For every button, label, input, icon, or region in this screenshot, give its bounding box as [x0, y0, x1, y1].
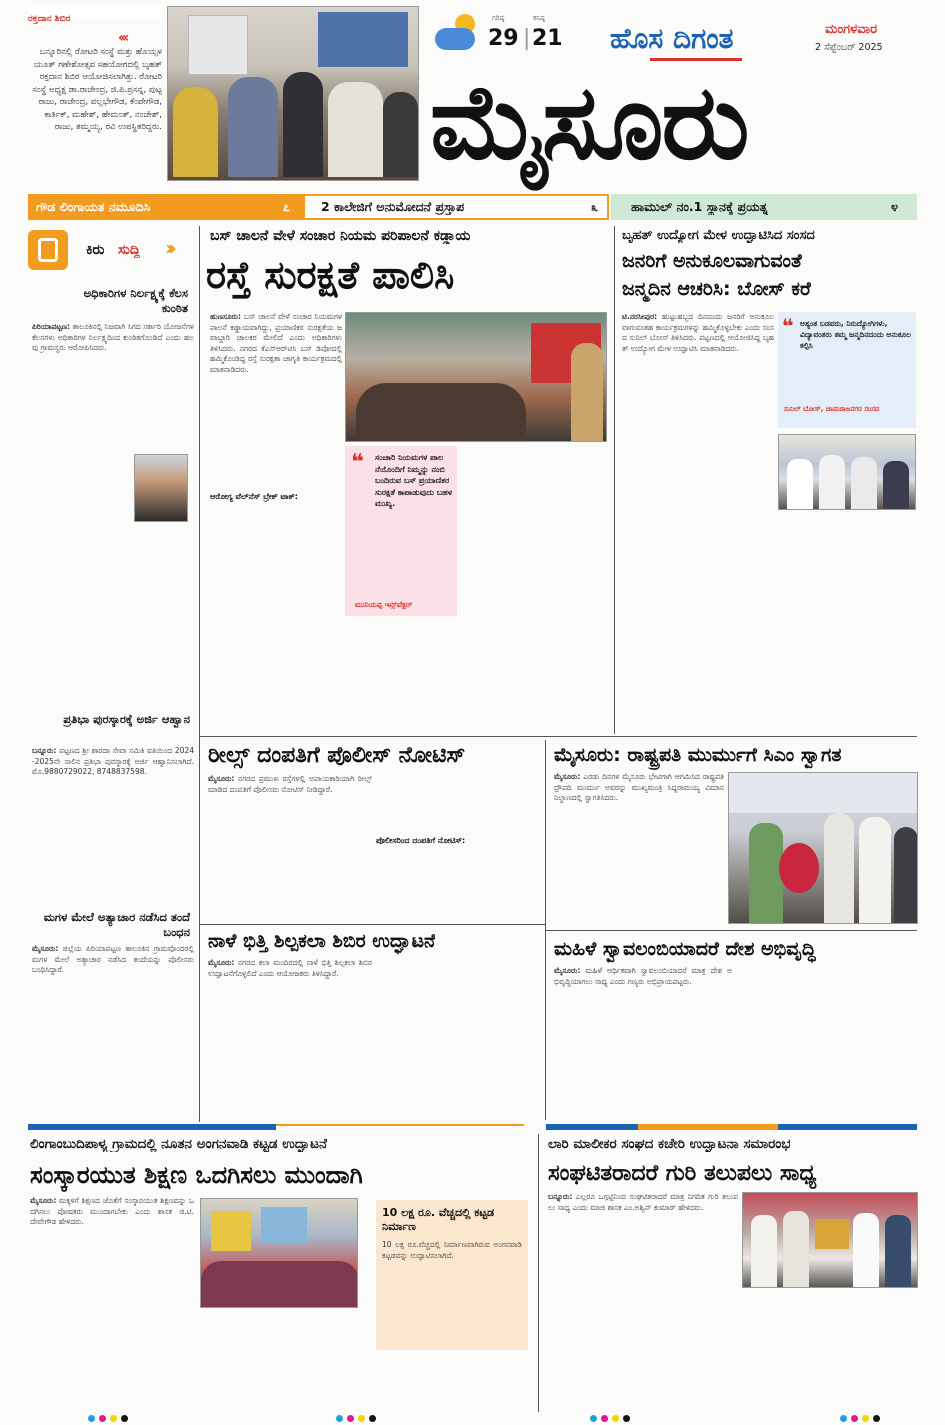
- article-text: ಬಸ್ ಚಾಲನೆ ವೇಳೆ ಸಂಚಾರ ನಿಯಮಗಳ ಪಾಲನೆ ಕಡ್ಡಾಯವಾಗಿದ್ದು, ಪ್ರಯಾಣಿಕರ ಸುರಕ್ಷತೆಯ ಜವಾಬ್ದಾರಿ ಚಾಲಕರ ಮೇಲಿದೆ ಎಂದು ಅಧಿಕಾರಿಗಳು ತಿಳಿಸಿದರು. ನಗರದ ಕೆಎಸ್ಆರ್‌ಟಿಸಿ ಬಸ್ ಡಿಪೋದಲ್ಲಿ ಹಮ್ಮಿಕೊಂಡಿದ್ದ ರಸ್ತೆ ಸುರಕ್ಷತಾ ಜಾಗೃತಿ ಕಾರ್ಯಕ್ರಮದಲ್ಲಿ ಮಾತನಾಡಿದರು.: [210, 312, 342, 374]
- row-divider: [200, 736, 917, 737]
- reels-body-2: [376, 774, 540, 834]
- anganwadi-box-title: 10 ಲಕ್ಷ ರೂ. ವೆಚ್ಚದಲ್ಲಿ ಕಟ್ಟಡ ನಿರ್ಮಾಣ: [382, 1206, 495, 1233]
- person-shape: [883, 461, 909, 510]
- row-divider: [546, 930, 917, 931]
- article-text: ಪಟ್ಟಣದ ಶ್ರೀ ಶಾರದಾ ಸೇವಾ ಸಮಿತಿ ವತಿಯಿಂದ 2024-2025ನೇ ಸಾಲಿನ ಪ್ರತಿಭಾ ಪುರಸ್ಕಾರಕ್ಕೆ ಅರ್ಜಿ ಆಹ್ವಾನಿಸಲಾಗಿದೆ. ಮೊ.9880729022, 8748837598.: [32, 746, 194, 776]
- children-shape: [201, 1261, 358, 1308]
- strip-item-page: ೭: [283, 199, 291, 214]
- temp-max-label: ಗರಿಷ್ಠ: [492, 14, 505, 22]
- person-shape: [328, 82, 383, 177]
- registration-marks: [88, 1415, 128, 1422]
- article-text: ತಾಲೂಕಿನಲ್ಲಿ ನಿಜವಾಗಿ ಸಿಗದ ಸರ್ಕಾರಿ ಯೋಜನೆಗಳ ಕೆಲಸಗಳು ಅಧಿಕಾರಿಗಳ ನಿರ್ಲಕ್ಷ್ಯದಿಂದ ಕುಂಠಿತಗೊಂಡಿದೆ ಎಂದು ಹಲವು ಗ್ರಾಮಸ್ಥರು ಆರೋಪಿಸಿದರು.: [32, 322, 194, 352]
- strip-item-text: ಗೌಡ ಲಿಂಗಾಯತ ನಮೂದಿಸಿ: [36, 199, 151, 214]
- dateline: ಮೈಸೂರು:: [30, 1196, 57, 1205]
- section-label: [28, 6, 163, 24]
- anganwadi-body-3: [376, 1354, 528, 1410]
- anganwadi-body: [30, 1196, 194, 1410]
- quote-icon: ❝: [782, 314, 794, 338]
- lead-body-4: [345, 620, 457, 726]
- mahile-body-3: [554, 1102, 916, 1116]
- person-shape: [851, 457, 877, 510]
- dateline: ಟಿ.ನರಸೀಪುರ:: [622, 312, 658, 321]
- dateline: ಮೈಸೂರು:: [208, 958, 235, 967]
- section-bar: [28, 1124, 276, 1130]
- person-shape: [783, 1211, 809, 1288]
- article-text: ಹುಟ್ಟುಹಬ್ಬದ ದಿನದಂದು ಜನರಿಗೆ ಅನುಕೂಲವಾಗುವಂತಹ ಕಾರ್ಯಕ್ರಮಗಳನ್ನು ಹಮ್ಮಿಕೊಳ್ಳಬೇಕು ಎಂದು ಸಂಸದ ಸುನಿಲ್ ಬೋಸ್ ತಿಳಿಸಿದರು. ಪಟ್ಟಣದಲ್ಲಿ ಆಯೋಜಿಸಿದ್ದ ಬೃಹತ್ ಉದ್ಯೋಗ ಮೇಳ ಉದ್ಘಾಟಿಸಿ ಮಾತನಾಡಿದರು.: [622, 312, 774, 353]
- row-divider: [200, 924, 545, 925]
- lorry-headline: ಸಂಘಟಿತರಾದರೆ ಗುರಿ ತಲುಪಲು ಸಾಧ್ಯ: [548, 1161, 817, 1186]
- edition-day: ಮಂಗಳವಾರ: [825, 22, 878, 37]
- person-shape: [859, 817, 891, 924]
- temp-min-label: ಕನಿಷ್ಠ: [533, 14, 545, 22]
- article-text: ನಗರದ ಪ್ರಮುಖ ರಸ್ತೆಗಳಲ್ಲಿ ಅಪಾಯಕಾರಿಯಾಗಿ ರೀಲ್ಸ್ ಮಾಡಿದ ದಂಪತಿಗೆ ಪೊಲೀಸರು ನೋಟಿಸ್ ನೀಡಿದ್ದಾರೆ.: [208, 774, 372, 794]
- person-shape: [751, 1215, 777, 1288]
- section-bar: [638, 1124, 778, 1130]
- temp-min: 21: [532, 26, 563, 51]
- president-headline: ಮೈಸೂರು: ರಾಷ್ಟ್ರಪತಿ ಮುರ್ಮುಗೆ ಸಿಎಂ ಸ್ವಾಗತ: [554, 744, 842, 766]
- dateline: ಮೈಸೂರು:: [208, 774, 235, 783]
- dateline: ಪಿರಿಯಾಪಟ್ಟಣ:: [32, 322, 71, 331]
- lead-quote-author: ಮುನಿಯಪ್ಪ ಇನ್ಸ್‌ಪೆಕ್ಟರ್: [355, 600, 413, 609]
- weather-icon: [435, 14, 485, 54]
- kiru-label-a: ಕಿರು: [86, 242, 105, 258]
- right-headline-2: ಜನ್ಮದಿನ ಆಚರಿಸಿ: ಬೋಸ್ ಕರೆ: [622, 278, 811, 300]
- anganwadi-body-2: [200, 1312, 372, 1412]
- article-text: ಎರಡು ದಿನಗಳ ಮೈಸೂರು ಭೇಟಿಗಾಗಿ ಆಗಮಿಸಿದ ರಾಷ್ಟ್ರಪತಿ ದ್ರೌಪದಿ ಮುರ್ಮು ಅವರನ್ನು ಮುಖ್ಯಮಂತ್ರಿ ಸಿದ್ದರಾಮಯ್ಯ ವಿಮಾನ ನಿಲ್ದಾಣದಲ್ಲಿ ಸ್ವಾಗತಿಸಿದರು.: [554, 772, 724, 802]
- kiru-label-b: ಸುದ್ದಿ: [118, 242, 141, 258]
- person-shape: [853, 1213, 879, 1288]
- lead-quote: ಸಂಚಾರಿ ನಿಯಮಗಳ ಪಾಲನೆಯೊಂದಿಗೆ ನಿಮ್ಮನ್ನು ನಂಬಿ ಬಂದಿರುವ ಬಸ್‌ ಪ್ರಯಾಣಿಕರ ಸುರಕ್ಷತೆ ಕಾಪಾಡುವುದು ಬಹಳ ಮುಖ್ಯ.: [375, 453, 453, 508]
- person-shape: [571, 343, 603, 442]
- temp-separator: |: [523, 26, 531, 51]
- reels-body-3: [376, 850, 540, 920]
- banner-shape: [318, 12, 408, 67]
- strip-item-3[interactable]: [611, 194, 917, 220]
- right-quote: ಅತ್ಯಂತ ಬಡವರು, ನಿರುದ್ಯೋಗಿಗಳು, ವಿದ್ಯಾವಂತರು ತಮ್ಮ ಜನ್ಮದಿನದಂದು ಅನುಕೂಲ ಕಲ್ಪಿಸಿ: [800, 319, 911, 350]
- person-shape: [824, 813, 854, 924]
- lead-body-3: [210, 506, 342, 726]
- lead-headline: ರಸ್ತೆ ಸುರಕ್ಷತೆ ಪಾಲಿಸಿ: [206, 253, 455, 297]
- mahile-body: [554, 966, 732, 1100]
- right-quote-author: ಸುನಿಲ್‌ ಬೋಸ್, ಚಾಮರಾಜನಗರ ಸಂಸದ: [784, 405, 880, 413]
- column-divider: [199, 226, 200, 1122]
- article-text: ಎಲ್ಲರೂ ಒಗ್ಗಟ್ಟಿನಿಂದ ಸಂಘಟಿತರಾದರೆ ಮಾತ್ರ ನಿಗದಿತ ಗುರಿ ತಲುಪಲು ಸಾಧ್ಯ ಎಂದು ಮಾಜಿ ಶಾಸಕ ಎಂ.ಅಶ್ವಿನ್ ಕುಮಾರ್ ಹೇಳಿದರು.: [548, 1192, 738, 1212]
- dateline: ಮೈಸೂರು:: [554, 966, 581, 975]
- anganwadi-photo: [200, 1198, 358, 1308]
- right-lead-body-2: [778, 514, 916, 734]
- reels-headline: ರೀಲ್ಸ್ ದಂಪತಿಗೆ ಪೊಲೀಸ್ ನೋಟಿಸ್: [208, 743, 466, 768]
- dateline: ಮೈಸೂರು:: [554, 772, 581, 781]
- right-lead-body: [622, 312, 774, 734]
- person-shape: [228, 77, 278, 177]
- strip-item-2[interactable]: [303, 194, 609, 220]
- registration-marks: [336, 1415, 376, 1422]
- blood-donation-photo: [167, 6, 419, 181]
- lorry-kicker: ಲಾರಿ ಮಾಲೀಕರ ಸಂಘದ ಕಚೇರಿ ಉದ್ಘಾಟನಾ ಸಮಾರಂಭ: [548, 1136, 791, 1152]
- lorry-body: [548, 1192, 738, 1320]
- right-headline-1: ಜನರಿಗೆ ಅನುಕೂಲವಾಗುವಂತೆ: [622, 250, 802, 272]
- shibira-body: [208, 958, 372, 1118]
- lead-kicker: ಬಸ್ ಚಾಲನೆ ವೇಳೆ ಸಂಚಾರ ನಿಯಮ ಪರಿಪಾಲನೆ ಕಡ್ಡಾಯ: [210, 228, 471, 244]
- lead-quote-box: [345, 446, 457, 616]
- strip-item-1[interactable]: [28, 194, 303, 220]
- section-label-text: ರಕ್ತದಾನ ಶಿಬಿರ: [28, 14, 71, 24]
- president-body: [554, 772, 724, 924]
- person-shape: [894, 827, 918, 924]
- mahile-body-2: [738, 966, 916, 1100]
- president-welcome-photo: [728, 772, 918, 924]
- dateline: ಮೈಸೂರು:: [32, 944, 59, 953]
- mahile-headline: ಮಹಿಳೆ ಸ್ವಾವಲಂಬಿಯಾದರೆ ದೇಶ ಅಭಿವೃದ್ಧಿ: [554, 938, 816, 960]
- reels-body: [208, 774, 372, 920]
- shibira-body-2: [376, 958, 540, 1118]
- strip-item-text: 2 ಕಾಲೇಜಿಗೆ ಅನುಮೋದನೆ ಪ್ರಸ್ತಾಪ: [321, 199, 465, 214]
- lead-body: [210, 312, 342, 482]
- kiru-item1-body: [32, 322, 194, 452]
- article-text: ನಗರದ ಕಲಾ ಮಂದಿರದಲ್ಲಿ ನಾಳೆ ಭಿತ್ತಿ ಶಿಲ್ಪಕಲಾ ಶಿಬಿರ ಉದ್ಘಾಟನೆಗೊಳ್ಳಲಿದೆ ಎಂದು ಆಯೋಜಕರು ತಿಳಿಸಿದ್ದಾರೆ.: [208, 958, 372, 978]
- quote-icon: ❝: [351, 450, 364, 475]
- anganwadi-headline: ಸಂಸ್ಕಾರಯುತ ಶಿಕ್ಷಣ ಒದಗಿಸಲು ಮುಂದಾಗಿ: [30, 1161, 363, 1189]
- registration-marks: [590, 1415, 630, 1422]
- article-text: ಮಕ್ಕಳಿಗೆ ಶಿಕ್ಷಣದ ಜೊತೆಗೆ ಸಂಸ್ಕಾರಯುತ ಶಿಕ್ಷಣವನ್ನು ಒದಗಿಸಲು ಪೋಷಕರು ಮುಂದಾಗಬೇಕು ಎಂದು ಶಾಸಕ ಜಿ.ಟಿ.ದೇವೇಗೌಡ ಹೇಳಿದರು.: [30, 1196, 194, 1226]
- job-fair-photo: [778, 434, 916, 510]
- shibira-headline: ನಾಳೆ ಭಿತ್ತಿ ಶಿಲ್ಪಕಲಾ ಶಿಬಿರ ಉದ್ಘಾಟನೆ: [208, 930, 436, 952]
- person-shape: [383, 92, 418, 177]
- dateline: ಬನ್ನೂರು:: [32, 746, 57, 755]
- section-bar: [778, 1124, 917, 1130]
- memento-shape: [815, 1219, 849, 1249]
- kiru-item1-continued: [32, 454, 130, 524]
- person-shape: [885, 1215, 911, 1288]
- kiru-item2-body: [32, 746, 194, 906]
- anganwadi-kicker: ಲಿಂಗಾಂಬುದಿಪಾಳ್ಯ ಗ್ರಾಮದಲ್ಲಿ ನೂತನ ಅಂಗನವಾಡಿ ಕಟ್ಟಡ ಉದ್ಘಾಟನೆ: [30, 1136, 328, 1152]
- strip-item-page: ೪: [891, 199, 899, 214]
- portrait-photo: [134, 454, 188, 522]
- kiru-item3-title: ಮಗಳ ಮೇಲೆ ಅತ್ಯಾಚಾರ ನಡೆಸಿದ ತಂದೆ ಬಂಧನ: [43, 910, 190, 939]
- person-shape: [283, 72, 323, 177]
- article-text: ಮಹಿಳೆ ಆರ್ಥಿಕವಾಗಿ ಸ್ವಾವಲಂಬಿಯಾದರೆ ಮಾತ್ರ ದೇಶ ಅಭಿವೃದ್ಧಿಯಾಗಲು ಸಾಧ್ಯ ಎಂದು ಗಣ್ಯರು ಅಭಿಪ್ರಾಯಪಟ್ಟರು.: [554, 966, 732, 986]
- strip-item-text: ಹಾಮುಲ್ ನಂ.1 ಸ್ಥಾನಕ್ಕೆ ಪ್ರಯತ್ನ: [631, 199, 768, 214]
- temp-max: 29: [488, 26, 519, 51]
- lead-subhead: ಆರೋಗ್ಯ ವೆಲ್‌ನೆಸ್ ಬ್ರೇಕ್ ಟಾಕ್:: [210, 492, 298, 501]
- lorry-body-3: [548, 1322, 738, 1410]
- banner-shape: [188, 15, 248, 75]
- kiru-item1-filler: [32, 526, 194, 706]
- lead-body-2: [460, 445, 606, 725]
- hand-icon: [28, 230, 68, 270]
- person-shape: [173, 87, 218, 177]
- article-text: ಜಿಲ್ಲೆಯ ಪಿರಿಯಾಪಟ್ಟಣ ತಾಲೂಕಿನ ಗ್ರಾಮವೊಂದರಲ್ಲಿ ಮಗಳ ಮೇಲೆ ಅತ್ಯಾಚಾರ ನಡೆಸಿದ ತಂದೆಯನ್ನು ಪೊಲೀಸರು ಬಂಧಿಸಿದ್ದಾರೆ.: [32, 944, 194, 974]
- chevron-icon: ›››: [165, 236, 171, 260]
- person-shape: [819, 455, 845, 510]
- dateline: ಹುಣಸೂರು:: [210, 312, 242, 321]
- kiru-item1-title: ಅಧಿಕಾರಿಗಳ ನಿರ್ಲಕ್ಷ್ಯಕ್ಕೆ ಕೆಲಸ ಕುಂಠಿತ: [83, 286, 188, 315]
- audience-shape: [356, 383, 526, 442]
- column-divider: [614, 226, 615, 734]
- poster-shape: [211, 1211, 251, 1251]
- newspaper-logo: ಹೊಸ ದಿಗಂತ: [610, 22, 734, 55]
- anganwadi-box: [376, 1200, 528, 1350]
- photo-caption: ಬನ್ನೂರಿನಲ್ಲಿ ರೋಟರಿ ಸಂಸ್ಥೆ ಮತ್ತು ಹೊಯ್ಸಳ ಯೂತ್ ಗಣೇಶೋತ್ಸವ ಸಹಯೋಗದಲ್ಲಿ ಬೃಹತ್ ರಕ್ತದಾನ ಶಿಬಿರ ಆಯೋಜಿಸಲಾಗಿತ್ತು. ರೋಟರಿ ಸಂಸ್ಥೆ ಅಧ್ಯಕ್ಷ ಡಾ.ರಾಜೇಂದ್ರ, ಜಿ.ಪಿ.ಪ್ರಸನ್ನ, ಪುಟ್ಟರಾಜು, ರಾಜೇಂದ್ರ, ವಲ್ಲಭೇಗೌಡ, ಕೆಂಪೇಗೌಡ, ಕಾರ್ತಿಕ್, ಮಹೇಶ್, ಹೇಮಂತ್, ನಂಜೇಶ್, ರಾಜು, ತಮ್ಮಯ್ಯ, ರವಿ ಉಪಸ್ಥಿತರಿದ್ದರು.: [32, 47, 162, 132]
- edition-date: 2 ಸೆಪ್ಟೆಂಬರ್ 2025: [815, 42, 883, 53]
- lorry-body-2: [742, 1292, 918, 1410]
- right-kicker: ಬೃಹತ್ ಉದ್ಯೋಗ ಮೇಳ ಉದ್ಘಾಟಿಸಿದ ಸಂಸದ: [622, 228, 815, 243]
- person-shape: [787, 459, 813, 510]
- dateline: ಬನ್ನೂರು:: [548, 1192, 573, 1201]
- city-title: ಮೈಸೂರು: [430, 61, 748, 183]
- road-safety-photo: [345, 312, 607, 442]
- section-bar: [546, 1124, 638, 1130]
- kiru-item3-body: [32, 944, 194, 1120]
- aircraft-shape: [729, 773, 918, 813]
- right-quote-box: [778, 312, 916, 428]
- anganwadi-box-body: 10 ಲಕ್ಷ ರೂ.ವೆಚ್ಚದಲ್ಲಿ ನಿರ್ಮಾಣವಾಗಿರುವ ಅಂಗನವಾಡಿ ಕಟ್ಟಡವನ್ನು ಉದ್ಘಾಟಿಸಲಾಗಿದೆ.: [382, 1240, 522, 1260]
- bouquet-shape: [779, 843, 819, 893]
- strip-item-page: ೩: [591, 199, 599, 214]
- reels-subhead: ಪೊಲೀಸರಿಂದ ದಂಪತಿಗೆ ನೋಟಿಸ್:: [376, 836, 466, 845]
- person-shape: [749, 823, 783, 924]
- section-bar: [276, 1124, 524, 1130]
- lorry-association-photo: [742, 1192, 918, 1288]
- column-divider: [538, 1134, 539, 1412]
- registration-marks: [840, 1415, 880, 1422]
- poster-shape: [261, 1207, 307, 1243]
- chevron-icon: ‹‹‹: [118, 30, 127, 46]
- kiru-item2-title: ಪ್ರತಿಭಾ ಪುರಸ್ಕಾರಕ್ಕೆ ಅರ್ಜಿ ಆಹ್ವಾನ: [63, 712, 190, 726]
